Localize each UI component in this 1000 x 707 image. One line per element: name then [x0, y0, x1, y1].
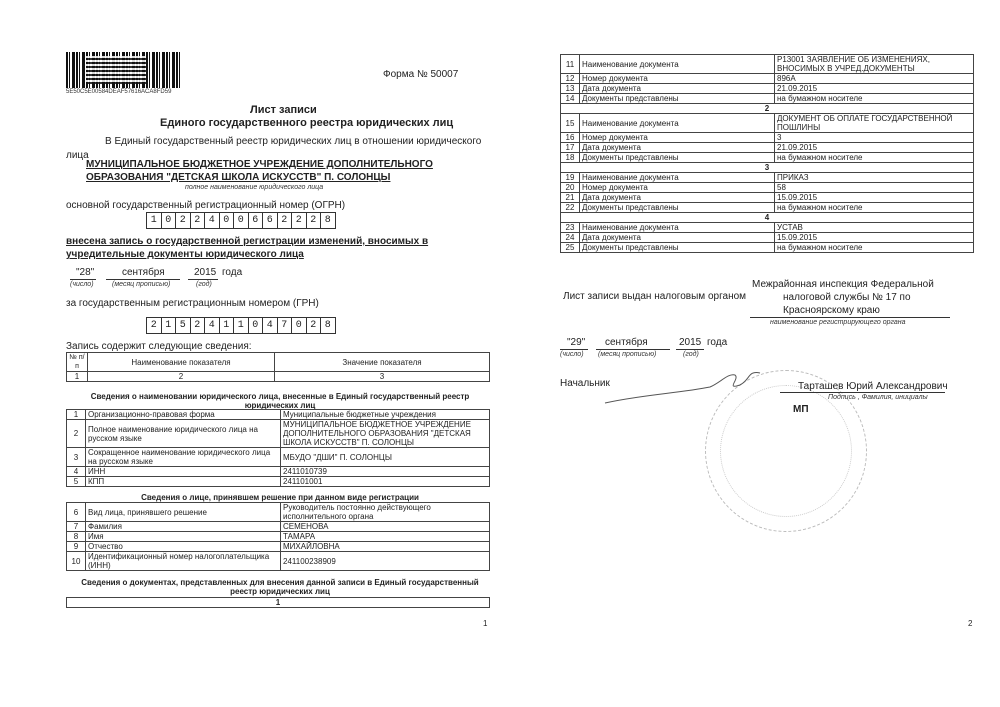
cell-n: 7 [67, 522, 86, 532]
ogrn-digit: 6 [248, 212, 263, 229]
ogrn-digit: 6 [262, 212, 277, 229]
table-row [67, 410, 490, 420]
table-row [561, 213, 974, 223]
ogrn-digits [146, 212, 336, 229]
barcode [66, 52, 182, 88]
header-name: Наименование показателя [88, 353, 275, 372]
cell-name: Фамилия [86, 522, 281, 532]
grn-digit: 1 [233, 317, 248, 334]
cell-n: 23 [561, 223, 580, 233]
cell-value: Муниципальные бюджетные учреждения [281, 410, 490, 420]
cell-n: 24 [561, 233, 580, 243]
cell-n: 25 [561, 243, 580, 253]
cell-name: Наименование документа [580, 114, 775, 133]
cell-value: ДОКУМЕНТ ОБ ОПЛАТЕ ГОСУДАРСТВЕННОЙ ПОШЛИНЫ [775, 114, 974, 133]
entry-date-year-word: года [222, 267, 243, 278]
cell-n: 3 [67, 448, 86, 467]
cell-value: 241101001 [281, 477, 490, 487]
entry-line2: учредительные документы юридического лица [66, 249, 304, 260]
cell-n: 14 [561, 94, 580, 104]
signer-name: Тарташев Юрий Александрович [798, 381, 948, 392]
entry-date-cap-month: (месяц прописью) [112, 281, 171, 288]
name-table [66, 409, 490, 487]
cell-name: Наименование документа [580, 223, 775, 233]
entry-date-year: 2015 [194, 267, 217, 278]
page-number-1: 1 [483, 619, 488, 628]
cell-n: 17 [561, 143, 580, 153]
entry-date-cap-year: (год) [196, 281, 212, 288]
cell-name: Документы представлены [580, 203, 775, 213]
group-number: 4 [561, 213, 974, 223]
header-col3: 3 [275, 372, 490, 382]
cell-name: Номер документа [580, 74, 775, 84]
cell-value: 58 [775, 183, 974, 193]
docs-group-table [66, 597, 490, 608]
table-row [561, 104, 974, 114]
grn-label: за государственным регистрационным номером (ГРН) [66, 298, 319, 309]
cell-n: 15 [561, 114, 580, 133]
org-name-line2: ОБРАЗОВАНИЯ "ДЕТСКАЯ ШКОЛА ИСКУССТВ" П. СОЛОНЦЫ [86, 172, 391, 183]
issued-label: Лист записи выдан налоговым органом [563, 291, 747, 302]
cell-n: 6 [67, 503, 86, 522]
entry-date-cap-day: (число) [70, 281, 94, 288]
grn-digits [146, 317, 336, 334]
ogrn-digit: 4 [204, 212, 219, 229]
cell-value: на бумажном носителе [775, 203, 974, 213]
contains-label: Запись содержит следующие сведения: [66, 341, 252, 352]
entry-date-month: сентября [122, 267, 165, 278]
ogrn-digit: 2 [277, 212, 292, 229]
cell-value: ПРИКАЗ [775, 173, 974, 183]
table-row [561, 183, 974, 193]
issue-date-cap-day: (число) [560, 351, 584, 358]
cell-value: 15.09.2015 [775, 193, 974, 203]
table-row [561, 94, 974, 104]
cell-name: ИНН [86, 467, 281, 477]
entry-line1: внесена запись о государственной регистрации изменений, вносимых в [66, 236, 429, 247]
barcode-text: 5E50C5E00584DEAF57616ACA8FD59 [66, 89, 172, 95]
cell-name: Вид лица, принявшего решение [86, 503, 281, 522]
mp-label: МП [793, 404, 809, 415]
cell-value: Руководитель постоянно действующего исполнительного органа [281, 503, 490, 522]
ogrn-digit: 2 [190, 212, 205, 229]
issue-date-year-word: года [707, 337, 728, 348]
cell-name: Имя [86, 532, 281, 542]
table-row [561, 173, 974, 183]
cell-name: Дата документа [580, 143, 775, 153]
cell-n: 5 [67, 477, 86, 487]
grn-digit: 0 [291, 317, 306, 334]
ogrn-digit: 2 [291, 212, 306, 229]
cell-value: Р13001 ЗАЯВЛЕНИЕ ОБ ИЗМЕНЕНИЯХ, ВНОСИМЫХ В УЧРЕД.ДОКУМЕНТЫ [775, 55, 974, 74]
entry-date-day: "28" [76, 267, 95, 278]
table-row [561, 243, 974, 253]
org-name-caption: полное наименование юридического лица [185, 184, 324, 191]
chief-label: Начальник [560, 378, 610, 389]
cell-value: 21.09.2015 [775, 84, 974, 94]
cell-name: Организационно-правовая форма [86, 410, 281, 420]
grn-digit: 4 [262, 317, 277, 334]
cell-value: на бумажном носителе [775, 94, 974, 104]
grn-digit: 2 [190, 317, 205, 334]
cell-n: 1 [67, 410, 86, 420]
grn-digit: 7 [277, 317, 292, 334]
cell-value: МУНИЦИПАЛЬНОЕ БЮДЖЕТНОЕ УЧРЕЖДЕНИЕ ДОПОЛНИТЕЛЬНОГО ОБРАЗОВАНИЯ "ДЕТСКАЯ ШКОЛА ИСКУССТВ" П. СОЛОНЦЫ [281, 420, 490, 448]
ogrn-digit: 1 [146, 212, 161, 229]
cell-name: Дата документа [580, 84, 775, 94]
group-number: 3 [561, 163, 974, 173]
authority-caption: наименование регистрирующего органа [770, 319, 906, 326]
cell-name: Наименование документа [580, 55, 775, 74]
table-row [67, 420, 490, 448]
cell-name: Идентификационный номер налогоплательщика (ИНН) [86, 552, 281, 571]
doc-title: Лист записи [250, 104, 317, 116]
grn-digit: 1 [161, 317, 176, 334]
authority-line1: Межрайонная инспекция Федеральной [752, 279, 934, 290]
signature [600, 365, 780, 410]
table-row [561, 74, 974, 84]
ogrn-label: основной государственный регистрационный номер (ОГРН) [66, 200, 346, 211]
cell-value: 21.09.2015 [775, 143, 974, 153]
documents-table [560, 54, 974, 253]
docs-group-1: 1 [67, 598, 490, 608]
cell-value: 3 [775, 133, 974, 143]
table-row [561, 193, 974, 203]
header-table [66, 352, 490, 382]
grn-digit: 5 [175, 317, 190, 334]
doc-subtitle: Единого государственного реестра юридических лиц [160, 117, 454, 129]
table-row [561, 153, 974, 163]
cell-value: 2411010739 [281, 467, 490, 477]
section-docs-title: Сведения о документах, представленных для внесения данной записи в Единый государственный реестр юридических лиц [81, 578, 479, 596]
signer-caption: Подпись , Фамилия, инициалы [828, 394, 928, 401]
cell-value: 896А [775, 74, 974, 84]
table-row [67, 522, 490, 532]
grn-digit: 4 [204, 317, 219, 334]
issue-date-cap-year: (год) [683, 351, 699, 358]
cell-name: Дата документа [580, 193, 775, 203]
cell-name: Номер документа [580, 183, 775, 193]
page-number-2: 2 [968, 619, 973, 628]
grn-digit: 2 [146, 317, 161, 334]
authority-line3: Красноярскому краю [783, 305, 880, 316]
authority-line2: налоговой службы № 17 по [783, 292, 911, 303]
cell-value: УСТАВ [775, 223, 974, 233]
table-row [67, 532, 490, 542]
cell-n: 8 [67, 532, 86, 542]
cell-value: 241100238909 [281, 552, 490, 571]
table-row [561, 55, 974, 74]
table-row [561, 203, 974, 213]
decision-table [66, 502, 490, 571]
cell-n: 11 [561, 55, 580, 74]
issue-date-day: "29" [567, 337, 586, 348]
cell-n: 2 [67, 420, 86, 448]
form-number: Форма № 50007 [383, 69, 459, 80]
cell-value: на бумажном носителе [775, 153, 974, 163]
ogrn-digit: 2 [306, 212, 321, 229]
section-name-title: Сведения о наименовании юридического лица, внесенные в Единый государственный реестр юридических лиц [90, 392, 470, 410]
header-col2: 2 [88, 372, 275, 382]
table-row [67, 467, 490, 477]
grn-digit: 2 [306, 317, 321, 334]
org-name-line1: МУНИЦИПАЛЬНОЕ БЮДЖЕТНОЕ УЧРЕЖДЕНИЕ ДОПОЛНИТЕЛЬНОГО [86, 159, 433, 170]
cell-n: 12 [561, 74, 580, 84]
intro-line1: В Единый государственный реестр юридических лиц в отношении юридического [105, 136, 482, 147]
grn-digit: 8 [320, 317, 336, 334]
issue-date-cap-month: (месяц прописью) [598, 351, 657, 358]
table-row [561, 143, 974, 153]
table-row [67, 448, 490, 467]
cell-value: СЕМЕНОВА [281, 522, 490, 532]
table-row [561, 233, 974, 243]
cell-name: Документы представлены [580, 94, 775, 104]
cell-n: 20 [561, 183, 580, 193]
group-number: 2 [561, 104, 974, 114]
table-row [561, 223, 974, 233]
grn-digit: 0 [248, 317, 263, 334]
ogrn-digit: 0 [219, 212, 234, 229]
cell-name: КПП [86, 477, 281, 487]
cell-n: 10 [67, 552, 86, 571]
table-row [561, 163, 974, 173]
intro-line2: лица [66, 150, 89, 161]
ogrn-digit: 0 [233, 212, 248, 229]
cell-value: ТАМАРА [281, 532, 490, 542]
cell-n: 18 [561, 153, 580, 163]
header-col1: 1 [67, 372, 88, 382]
cell-n: 4 [67, 467, 86, 477]
table-row [67, 552, 490, 571]
cell-n: 9 [67, 542, 86, 552]
cell-name: Документы представлены [580, 243, 775, 253]
table-row [67, 503, 490, 522]
cell-name: Полное наименование юридического лица на русском языке [86, 420, 281, 448]
cell-name: Сокращенное наименование юридического лица на русском языке [86, 448, 281, 467]
cell-value: 15.09.2015 [775, 233, 974, 243]
grn-digit: 1 [219, 317, 234, 334]
ogrn-digit: 2 [175, 212, 190, 229]
cell-n: 21 [561, 193, 580, 203]
table-row [561, 133, 974, 143]
issue-date-month: сентября [605, 337, 648, 348]
table-row [67, 477, 490, 487]
section-decision-title: Сведения о лице, принявшем решение при данном виде регистрации [141, 493, 419, 502]
cell-name: Номер документа [580, 133, 775, 143]
table-row [561, 84, 974, 94]
cell-n: 13 [561, 84, 580, 94]
ogrn-digit: 8 [320, 212, 336, 229]
issue-date-year: 2015 [679, 337, 702, 348]
cell-name: Дата документа [580, 233, 775, 243]
cell-name: Документы представлены [580, 153, 775, 163]
ogrn-digit: 0 [161, 212, 176, 229]
table-row [561, 114, 974, 133]
header-num: № п/п [67, 353, 88, 372]
cell-n: 16 [561, 133, 580, 143]
cell-value: МБУДО "ДШИ" П. СОЛОНЦЫ [281, 448, 490, 467]
cell-name: Наименование документа [580, 173, 775, 183]
cell-n: 19 [561, 173, 580, 183]
table-row [67, 542, 490, 552]
header-value: Значение показателя [275, 353, 490, 372]
cell-value: МИХАЙЛОВНА [281, 542, 490, 552]
cell-n: 22 [561, 203, 580, 213]
cell-value: на бумажном носителе [775, 243, 974, 253]
cell-name: Отчество [86, 542, 281, 552]
